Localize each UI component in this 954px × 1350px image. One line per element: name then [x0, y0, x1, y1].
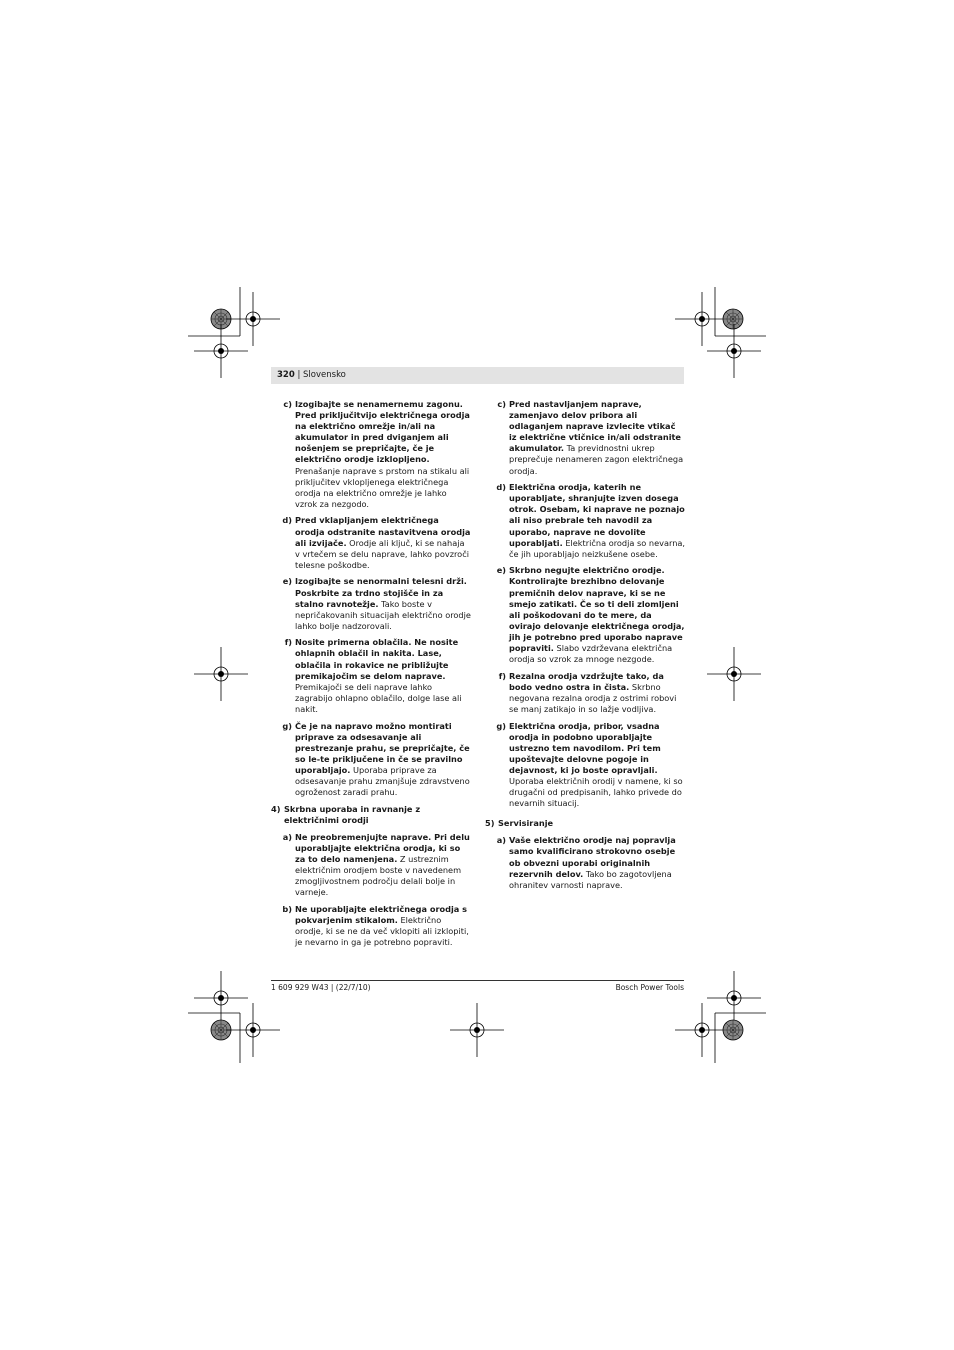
item-normal-text: Ta previdnostni ukrep preprečuje nenameren zagon električnega orodja. — [509, 443, 684, 476]
list-item — [485, 399, 685, 477]
item-text — [295, 721, 471, 799]
item-normal-text: Električno orodje, ki se ne da več vklopiti ali izklopiti, je nevarno in ga je potrebno popraviti. — [295, 915, 469, 948]
item-label: c) — [283, 399, 292, 409]
item-normal-text: Z ustreznim električnim orodjem boste v navedenem zmogljivostnem področju delali bolje in varneje. — [295, 854, 462, 898]
item-normal-text: Uporaba priprave za odsesavanje prahu zmanjšuje zdravstveno ogroženost zaradi prahu. — [295, 764, 470, 798]
item-label: e) — [282, 576, 292, 587]
item-text — [295, 399, 471, 510]
item-label: f) — [284, 637, 292, 648]
section-title: Servisiranje — [498, 818, 554, 829]
right-column — [485, 399, 685, 896]
item-text — [295, 832, 471, 899]
item-text — [509, 399, 685, 477]
item-normal-text: Tako bo zagotovljena ohranitev varnosti naprave. — [509, 868, 672, 890]
item-label: c) — [497, 399, 506, 409]
item-bold-text: Izogibajte se nenamernemu zagonu. Pred priključitvijo električnega orodja na električno omrežje in/ali na akumulator in pred dviganjem ali nošenjem se prepričajte, če je električno orodje izklopljeno. — [295, 399, 470, 465]
item-label: b) — [282, 903, 292, 914]
item-text — [509, 565, 685, 665]
list-item — [271, 721, 471, 799]
item-normal-text: Prenašanje naprave s prstom na stikalu ali priključitev vklopljenega električnega orodja na električno omrežje je lahko vzrok za nezgodo. — [295, 465, 470, 509]
item-normal-text: Premikajoči se deli naprave lahko zagrabijo ohlapno oblačilo, dolge lase ali nakit. — [295, 681, 462, 714]
item-bold-text: Rezalna orodja vzdržujte tako, da bodo vedno ostra in čista. — [509, 670, 664, 692]
item-text — [295, 576, 471, 631]
page-header — [271, 367, 684, 384]
header-language: Slovensko — [303, 370, 346, 380]
section-title: Skrbna uporaba in ravnanje z električnimi orodji — [284, 803, 421, 825]
item-normal-text: Skrbno negovana rezalna orodja z ostrimi robovi se manj zatikajo in so lažje vodljiva. — [509, 681, 677, 714]
list-item — [485, 721, 685, 810]
item-bold-text: Izogibajte se nenormalni telesni drži. Poskrbite za trdno stojišče in za stalno ravnotežje. — [295, 576, 467, 609]
list-item — [271, 904, 471, 948]
footer-doc-id: 1 609 929 W43 | (22/7/10) — [271, 983, 371, 992]
left-column — [271, 399, 471, 954]
registration-cross-icon — [675, 1003, 729, 1057]
list-item — [485, 565, 685, 665]
registration-cross-icon — [226, 292, 280, 346]
item-label: g) — [282, 720, 292, 731]
item-label: f) — [498, 670, 506, 681]
registration-cross-icon — [194, 647, 248, 701]
section-number: 4) — [271, 803, 281, 814]
item-label: a) — [282, 831, 292, 842]
list-item — [485, 835, 685, 890]
item-normal-text: Električna orodja so nevarna, če jih uporabljajo neizkušene osebe. — [509, 537, 686, 559]
registration-cross-icon — [707, 647, 761, 701]
list-item — [271, 832, 471, 899]
item-text — [509, 721, 685, 810]
item-bold-text: Električna orodja, katerih ne uporabljate, shranjujte izven dosega otrok. Osebam, ki naprave ne poznajo ali niso prebrale teh navodil za uporabo, naprave ne dovolite uporabljati. — [509, 482, 685, 548]
item-bold-text: Skrbno negujte električno orodje. Kontrolirajte brezhibno delovanje premičnih delov naprave, ki se ne smejo zatikati. Če so ti deli zlomljeni ali poškodovani do te mere, da ovirajo delovanje električnega orodja, jih je potrebno pred uporabo naprave popraviti. — [509, 565, 685, 653]
item-bold-text: Pred vklapljanjem električnega orodja odstranite nastavitvena orodja ali izvijače. — [295, 515, 471, 548]
item-bold-text: Vaše električno orodje naj popravlja samo kvalificirano strokovno osebje ob obvezni uporabi originalnih rezervnih delov. — [509, 835, 676, 879]
item-bold-text: Ne uporabljajte električnega orodja s pokvarjenim stikalom. — [295, 903, 468, 926]
item-bold-text: Če je na napravo možno montirati priprave za odsesavanje ali prestrezanje prahu, se prepričajte, če so le-te priključene in če se pravilno uporabljajo. — [295, 720, 470, 775]
registration-cross-icon — [450, 1003, 504, 1057]
registration-rosette-icon — [723, 1020, 743, 1040]
item-text — [295, 637, 471, 715]
item-label: g) — [496, 720, 506, 731]
item-bold-text: Ne preobremenjujte naprave. Pri delu uporabljajte električna orodja, ki so za to delo namenjena. — [295, 831, 470, 865]
item-normal-text: Slabo vzdrževana električna orodja so vzrok za mnoge nezgode. — [509, 642, 673, 665]
registration-cross-icon — [226, 1003, 280, 1057]
item-label: d) — [496, 482, 506, 493]
item-label: a) — [496, 835, 506, 846]
item-text — [509, 671, 685, 715]
section-4-heading — [271, 804, 471, 826]
list-item — [271, 515, 471, 570]
item-bold-text: Električna orodja, pribor, vsadna orodja in podobno uporabljajte ustrezno tem navodilom. Pri tem upoštevajte delovne pogoje in dejavnost, ki jo boste opravljali. — [509, 720, 661, 775]
item-text — [295, 904, 471, 948]
footer-brand: Bosch Power Tools — [615, 983, 684, 992]
registration-cross-icon — [675, 292, 729, 346]
item-normal-text: Uporaba električnih orodij v namene, ki so drugačni od predpisanih, lahko privede do nevarnih situacij. — [509, 776, 683, 809]
item-text — [295, 515, 471, 570]
registration-rosette-icon — [723, 309, 743, 329]
item-text — [509, 482, 685, 560]
list-item — [271, 576, 471, 631]
item-bold-text: Pred nastavljanjem naprave, zamenjavo delov pribora ali odlaganjem naprave izvlecite vtikač iz električne vtičnice in/ali odstranite akumulator. — [509, 399, 681, 454]
section-number: 5) — [485, 818, 495, 829]
item-normal-text: Orodje ali ključ, ki se nahaja v vrtečem se delu naprave, lahko povzroči telesne poškodbe. — [295, 537, 469, 570]
list-item — [271, 637, 471, 715]
header-separator: | — [297, 370, 301, 380]
footer-rule — [271, 980, 684, 981]
item-bold-text: Nosite primerna oblačila. Ne nosite ohlapnih oblačil in nakita. Lase, oblačila in rokavice ne približujte premikajočim se delom naprave. — [295, 637, 459, 681]
list-item — [485, 482, 685, 560]
list-item — [485, 671, 685, 715]
item-label: e) — [496, 565, 506, 576]
section-5-heading — [485, 818, 685, 829]
list-item — [271, 399, 471, 510]
page-number: 320 — [277, 370, 295, 380]
item-text — [509, 835, 685, 890]
item-normal-text: Tako boste v nepričakovanih situacijah električno orodje lahko bolje nadzorovali. — [295, 598, 471, 631]
item-label: d) — [282, 515, 292, 526]
